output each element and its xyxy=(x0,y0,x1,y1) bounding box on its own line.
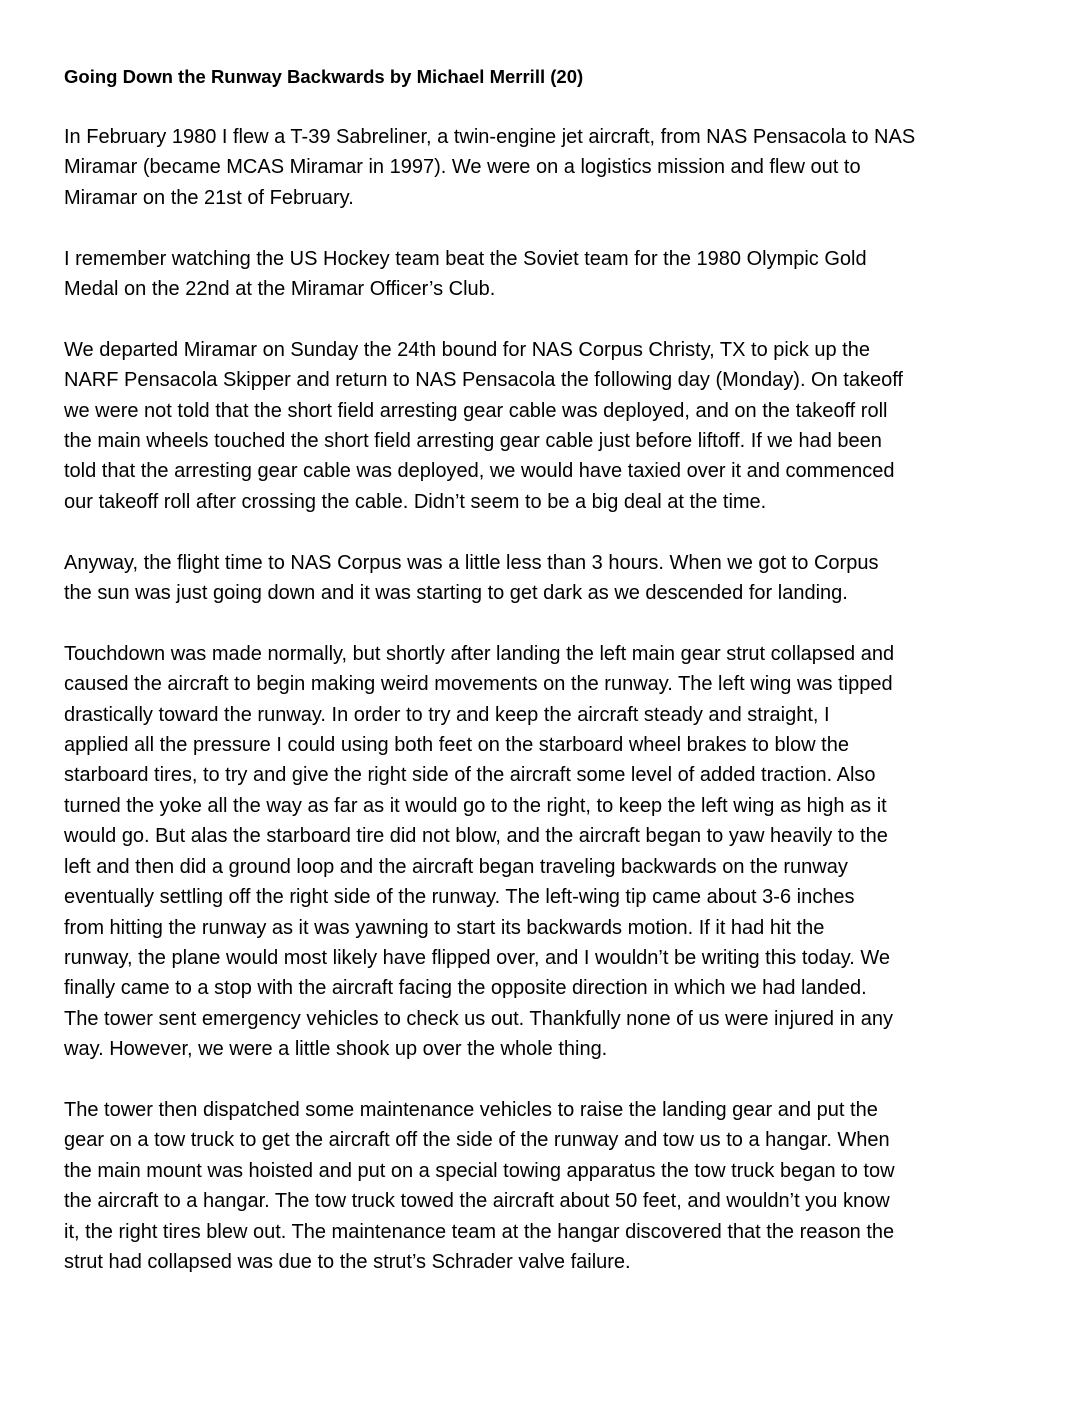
document-page xyxy=(64,62,1026,1308)
text-line: The tower sent emergency vehicles to check us out. Thankfully none of us were injured in any xyxy=(64,1007,893,1030)
paragraph xyxy=(64,122,1026,213)
text-line: starboard tires, to try and give the right side of the aircraft some level of added traction. Also xyxy=(64,764,876,787)
text-line: the sun was just going down and it was starting to get dark as we descended for landing. xyxy=(64,582,848,605)
text-line: Anyway, the flight time to NAS Corpus was a little less than 3 hours. When we got to Corpus xyxy=(64,551,879,574)
paragraph xyxy=(64,548,1026,609)
text-line: caused the aircraft to begin making weird movements on the runway. The left wing was tipped xyxy=(64,673,893,696)
text-line: runway, the plane would most likely have flipped over, and I wouldn’t be writing this today. We xyxy=(64,946,891,969)
document-title: Going Down the Runway Backwards by Michael Merrill (20) xyxy=(64,66,584,87)
text-line: from hitting the runway as it was yawning to start its backwards motion. If it had hit the xyxy=(64,916,825,939)
text-line: our takeoff roll after crossing the cable. Didn’t seem to be a big deal at the time. xyxy=(64,490,767,513)
paragraph xyxy=(64,335,1026,517)
text-line: it, the right tires blew out. The maintenance team at the hangar discovered that the reason the xyxy=(64,1220,895,1243)
document-body xyxy=(64,122,1026,1277)
text-line: left and then did a ground loop and the aircraft began traveling backwards on the runway xyxy=(64,855,848,878)
text-line: the main wheels touched the short field arresting gear cable just before liftoff. If we had been xyxy=(64,430,882,453)
text-line: told that the arresting gear cable was deployed, we would have taxied over it and commenced xyxy=(64,460,895,483)
text-line: the main mount was hoisted and put on a special towing apparatus the tow truck began to tow xyxy=(64,1159,895,1182)
text-line: drastically toward the runway. In order to try and keep the aircraft steady and straight, I xyxy=(64,703,830,726)
text-line: Miramar on the 21st of February. xyxy=(64,186,354,209)
text-line: NARF Pensacola Skipper and return to NAS Pensacola the following day (Monday). On takeoff xyxy=(64,369,903,392)
text-line: In February 1980 I flew a T-39 Sabreliner, a twin-engine jet aircraft, from NAS Pensacola to NAS xyxy=(64,126,916,148)
text-line: I remember watching the US Hockey team beat the Soviet team for the 1980 Olympic Gold xyxy=(64,247,867,270)
paragraph xyxy=(64,1095,1026,1277)
text-line: way. However, we were a little shook up over the whole thing. xyxy=(64,1038,608,1061)
text-line: we were not told that the short field arresting gear cable was deployed, and on the takeoff roll xyxy=(64,399,888,422)
text-line: eventually settling off the right side of the runway. The left-wing tip came about 3-6 inches xyxy=(64,886,855,909)
paragraph xyxy=(64,639,1026,1065)
text-line: Miramar (became MCAS Miramar in 1997). We were on a logistics mission and flew out to xyxy=(64,156,861,179)
text-line: applied all the pressure I could using both feet on the starboard wheel brakes to blow the xyxy=(64,734,849,757)
text-line: turned the yoke all the way as far as it would go to the right, to keep the left wing as high as it xyxy=(64,794,887,817)
text-line: would go. But alas the starboard tire did not blow, and the aircraft began to yaw heavily to the xyxy=(64,825,888,848)
text-line: finally came to a stop with the aircraft facing the opposite direction in which we had landed. xyxy=(64,977,867,1000)
text-line: Touchdown was made normally, but shortly after landing the left main gear strut collapsed and xyxy=(64,642,895,665)
text-line: The tower then dispatched some maintenance vehicles to raise the landing gear and put the xyxy=(64,1098,878,1121)
paragraph xyxy=(64,244,1026,305)
text-line: We departed Miramar on Sunday the 24th bound for NAS Corpus Christy, TX to pick up the xyxy=(64,338,870,361)
text-line: Medal on the 22nd at the Miramar Officer’s Club. xyxy=(64,278,496,301)
text-line: the aircraft to a hangar. The tow truck towed the aircraft about 50 feet, and wouldn’t you know xyxy=(64,1190,890,1213)
text-line: strut had collapsed was due to the strut’s Schrader valve failure. xyxy=(64,1250,631,1273)
text-line: gear on a tow truck to get the aircraft off the side of the runway and tow us to a hangar. When xyxy=(64,1129,890,1152)
